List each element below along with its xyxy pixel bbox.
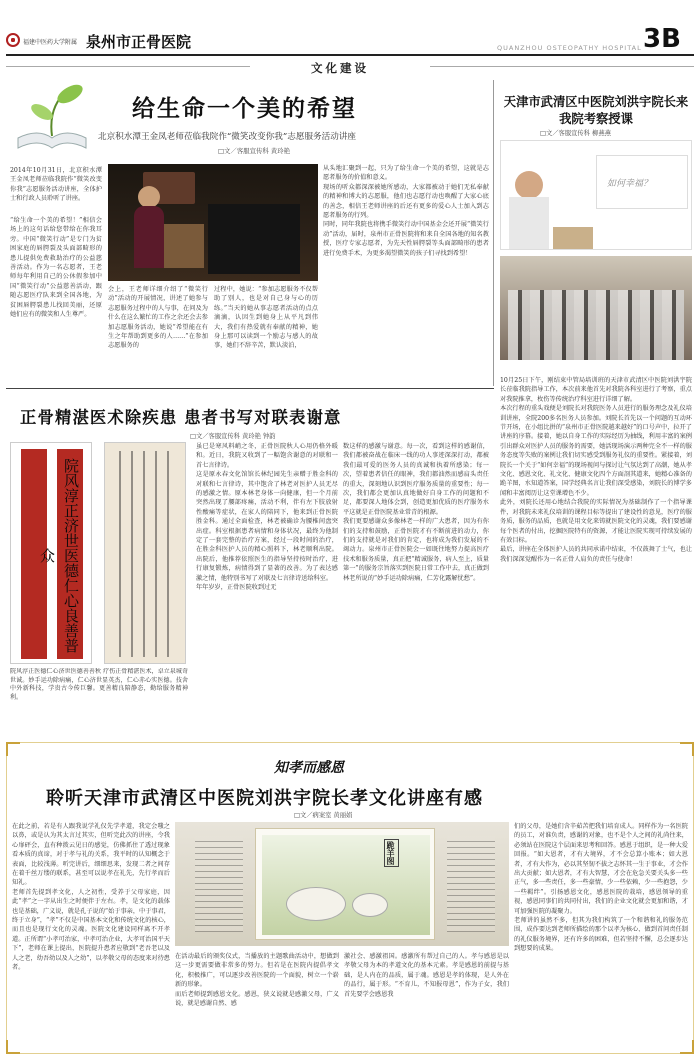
frame-corner-tr — [680, 742, 694, 756]
slide-text: 如何幸福？ — [607, 179, 653, 189]
poem-scroll-photo — [104, 442, 186, 664]
article3-byline: □文／客服宣传科 柳燕燕 — [540, 130, 611, 137]
frame-corner-tl — [6, 742, 20, 756]
article4-title: 聆听天津市武清区中医院刘洪宇院长孝文化讲座有感 — [46, 788, 483, 809]
article2-title: 正骨精湛医术除疾患 患者书写对联表谢意 — [20, 408, 342, 427]
hospital-name: 泉州市正骨医院 — [86, 33, 192, 51]
article4-col1: 在此之前，若是有人跟我说学礼仅先学孝道，我定会嗤之以鼻，或是认为其太言过其实，但听完此次的讲座，令我心扉砰会，直有种拨云见日的感觉，仿佛抓住了透过现象看本质的真谛，对于孝与礼的关系，我平时的认知概念于表面，比较浅薄。听完讲后，细细思来，发现二者之间存在着千丝万缕的联系，甚至可以说孝在礼先，先行孝而后知礼。 老师首先提到孝文化，人之初性，受养于父母家庭，因此“孝”之一字从出生之时便伴于左右。孝，是文化的载体也是基础，广义说，就是孔子说的“始于事亲，中于事君，终于立身”，“孝”不仅是中国基本文化和传统文化的核心，而且也是现行文化的灵魂。医院文化建设同样离不开孝道。正所谓“小孝可治家，中孝可治企业，大孝可治国平天下”，老师在课上提出，医院提升患者应敬到“老吾老以及人之老，幼吾幼以及人之幼”，以孝敬父母的态度来对待患者。 — [12, 823, 170, 972]
section-rule-left — [6, 66, 250, 67]
page-number: 3B — [643, 24, 681, 54]
hospital-small-name: 福建中医药大学附属 — [23, 39, 78, 46]
article1-col2: 会上，王老师详细介绍了“微笑行动”活动的开展情况，讲述了她参与志愿服务过程中的人与事，在问及为什么在这么繁忙的工作之余还会去参加志愿服务活动，她说“希望能在有生之年帮助到更多的人……”在参加志愿服务的 — [108, 286, 208, 350]
article2-byline: □文／客服宣传科 黄玲艳 钟韵 — [190, 433, 276, 440]
column-divider — [493, 80, 494, 386]
article4-col3: 激社会、感激祖国。感激所有帮过自己的人。孝与感恩是以孝敬父母为本的孝道文化的基本元素。孝是感恩的前提与基础，是人内在的品质，属于魂。感恩是孝的体现，是人外在的品行，属于形。“不育儿，不知报母恩”，作为子女，我们首先要学会感恩我 — [344, 953, 509, 998]
section-rule-right — [430, 66, 694, 67]
article3-title: 天津市武清区中医院刘洪宇院长来我院考察授课 — [503, 94, 689, 126]
hospital-en-name: QUANZHOU OSTEOPATHY HOSPITAL — [497, 44, 642, 52]
article1-col1-body: “给生命一个美的希望！”相信会场上的这句话给您带给在你我耳旁。中国“微笑行动”是专门为贫困家庭的唇腭裂及头面部畸形的患儿提供免费救助治疗的公益慈善活动。作为一名志愿者，王老师每年利用自己的公休假参加中国“微笑行动”公益慈善活动，跟随志愿医疗队来到全国各地，为贫困唇腭裂患儿找回美丽，还原她们应有的微笑和人生尊严。 — [10, 217, 102, 319]
article4-col2: 在活动最后的颁奖仪式，当播放的主题歌曲活动中，想做到这一步更需要做非常多的努力。但若是在医院内提倡孝文化，积极推广，可以逐步改善医院的一个面貌，树立一个崭新的形象。 而后老师提到感恩文化。感恩，狭义说就是感激父母，广义说，就是感谢自然、感 — [175, 953, 339, 1008]
classroom-photo — [500, 140, 692, 250]
article1-col3: 过程中，她说：“参加志愿服务不仅帮助了别人，也是对自己身与心的历练。”当天的她从事志愿者活动的点点滴滴，认因生到她身上从平凡到伟大，我们有热爱就有奉献的精神，她身上那可以读到一个励志与感人的故事，她们不辞辛苦，默认淡泊， — [214, 286, 318, 350]
article1-subtitle: 北京积水潭王金凤老师莅临我院作“微笑改变你我”志愿服务活动讲座 — [98, 132, 357, 142]
article4-byline: □文／病案室 黄丽娟 — [294, 812, 353, 819]
section-title: 文化建设 — [311, 61, 369, 75]
article4-kicker: 知孝而感恩 — [274, 760, 344, 776]
article2-top-rule — [6, 388, 494, 389]
section-header — [250, 57, 430, 75]
audience-photo — [500, 256, 692, 360]
couplet-caption: 院风淳正医德仁心济世医德善善秋 疗伤正骨精湛医术，卓立泉城奇世诚。妙手运功除病痛，仁心济世显英杰，仁心赤心实医德。技舍中外新科技，学贵古今传巨馨。更善精良陪静态，勤给服务精神利。 — [10, 668, 188, 701]
masthead — [0, 0, 700, 60]
article4-col4: 们的父母，是她们含辛茹苦把我们培育成人。同样作为一名医院的员工，对谁负责，感谢的对象，也不是个人之间的礼尚往来，必须站在医院这个层面来思考和回答。感恩于组织，是一种大爱回报。“如大恩者，才有大境界，才不会总算小账本；如大恩者，才有大作为，必以其坚韧不拔之志怀其一生于事业，才会作出大贡献；如大恩者，才有大智慧，才会在危急关要关头多一些正气，多一些责任，多一些豪情，少一些依赖，少一些抱怨，少一些羁绊”。引扬感恩文化，感恩医院的栽培，感恩领导的重视，感恩同事们的共同付出，我们的企业文化就会更加和谐，才可加强医院的凝聚力。 老师讲的虽然不多，但其为我们构筑了一个和谐和礼的服务范围，成作要达到老师所描绘的那个以孝为核心、做到首问责任制的礼仪服务境界，还有许多的困难，但若坚持不懈，总会逐步达到想要的成果。 — [514, 823, 688, 953]
article1-col1-lead: 2014年10月31日，北京积水潭王金凤老师莅临我院作“微笑改变你我”志愿服务活动讲座，全体护士和行政人员聆听了讲座。 — [10, 167, 102, 203]
article2-col1: 虽已是寒风料峭之冬，正骨医院秋人心用仍格外暖和。近日，我院又收到了一幅饱含谢意的对联和一首七言律诗。 这是原永春文化馆馆长林纪园先生亲赠于胜金科的对联和七言律诗，其中饱含了林老对医护人员无尽的感激之情。原本林老身体一向健康，但一个月前突然出现了腰部疼痛，活动不利，伴有左下肢放射性酸痛等症状，在家人的陪同下，他来到正骨医院胜金科。通过全面检查，林老被确诊为腰椎间盘突出症。科室根据患者病情和身体状况，最终为他制定了一套完整的治疗方案，经过一段时间的治疗，在胜金科医护人员的精心照料下，林老顺利出院。出院后，他推荐依照医生的指导坚持按时治疗，进行康复锻炼，病情得到了显著的改善。为了表达感激之情，他特别书写了对联及七言律诗送给科室。 年年岁岁，正骨医院收到过无 — [196, 443, 338, 592]
scroll-title: 跪羊图 — [384, 839, 399, 867]
couplet-scroll-photo — [10, 442, 92, 664]
couplet-text: 院风淳正济世医德仁心良善普众 — [38, 457, 80, 653]
article1-byline: □文／客服宣传科 黄玲艳 — [218, 147, 290, 155]
article1-col4: 从头地汇聚到一起，只为了给生命一个美的希望，这就是志愿者服务的价值和意义。 现场的听众都深深被她所感动，大家都被动于她们无私奉献的精神和博大的志愿服，他们也志愿行动也唤醒了大家心底的善念，相信王老师讲座的后还有更多的爱心人士加入到志愿者服务的行列。 同时，同年我院也将携手微笑行动中国基金会还开展“微笑行动”活动，届时，泉州市正骨医院将和来自全国各地的知名教授，医疗专家志愿者，为先天性唇腭裂等头面部畸形的患者进行免费手术，为更多渴望微笑的孩子们寻找到希望！ — [323, 165, 489, 257]
sheep-scroll-photo — [175, 822, 509, 946]
book-illustration — [8, 76, 96, 164]
article3-body: 10月25日下午，刚结束中管局培训班的天津市武清区中医院刘洪宇院长莅临我院指导工作，本次前来他首先对我院各科室进行了考察，重点对我院推拿，枚伤等传统治疗科室进行详细了解。 本次行程的重头戏便是刘院长对我院医务人员进行的服务理念及礼仪培训讲座，全院200多名医务人员参加。刘院长首先以一个问题的互动环节开场，在小组比拼的“泉州市正骨医院越来越好”的口号声中，拉开了讲座的序幕。接着，她以自身工作的实际经历为抽线，利用丰富的案例引出群众对医护人员的服务的需要，她活现场演示两种完全不一样的服务态度等失败的案例让我们切实感受到服务礼仪的重要性。紧接着，刘院长一个关于“如何幸福”的现场视问与探讨让气氛达到了高潮，她从孝文化、感恩文化、礼文化、健康文化四个方面剖其道来，她精心准备的跪羊图，水知道答案，国学经典名言让我们深受感染，刘院长的博学多闻和丰富阅历让这堂课增色不少。 此外，刘院长还用心地结合我院的实际情况为基础制作了一个指导课件，对我院未来礼仪培训的课程目标等提出了建设性的意见，医疗的服务质，服务的品质，也就是用文化来铸就医院文化的灵魂，我们要感谢每个医者的付出，挖掘医院特有的资源，才能让医院实现可持续发展的有效目标。 最后，讲座在全体医护人员的共同承诺中结束，不仅鼓舞了士气，也让我们深深觉醒作为一名正骨人肩负的责任与使命！ — [500, 377, 692, 563]
hospital-logo-icon — [6, 33, 20, 47]
article1-title: 给生命一个美的希望 — [132, 95, 357, 122]
article2-col2: 数这样的感激与谢意。每一次，看到这样的感谢信，我们都被奋战在临床一线的功人事迹深深打动，都被我们最可爱的医务人员的真诚和执着所感染；每一次，望着患者信任的眼神，我们都油然而感肩头责任的重大，深刻地认识到医疗服务质量的重要性；每一次，我们都会更加认真地做好自身工作的问题和不足，都要深人地体会到，创造更加优质的医疗服务水平这就是正骨医院基业常青的根源。 我们更要感谢众多像林老一样的广大患者，因为有你们的支持和鼓励，正骨医院才有不断前进的动力，你们的支持就是对我们的肯定，也将成为我们发展的不竭动力。泉州市正骨医院会一如既往地努力提高医疗技术和服务质量，真正把“精诚服务，病人至上，质量第一”的服务宗旨落实到医院日常工作中去，真正做到林老所说的“妙手运功除病痛，仁芳化露解忧愁”。 — [343, 443, 489, 582]
lecture-photo — [108, 164, 318, 281]
masthead-rule — [6, 54, 694, 56]
